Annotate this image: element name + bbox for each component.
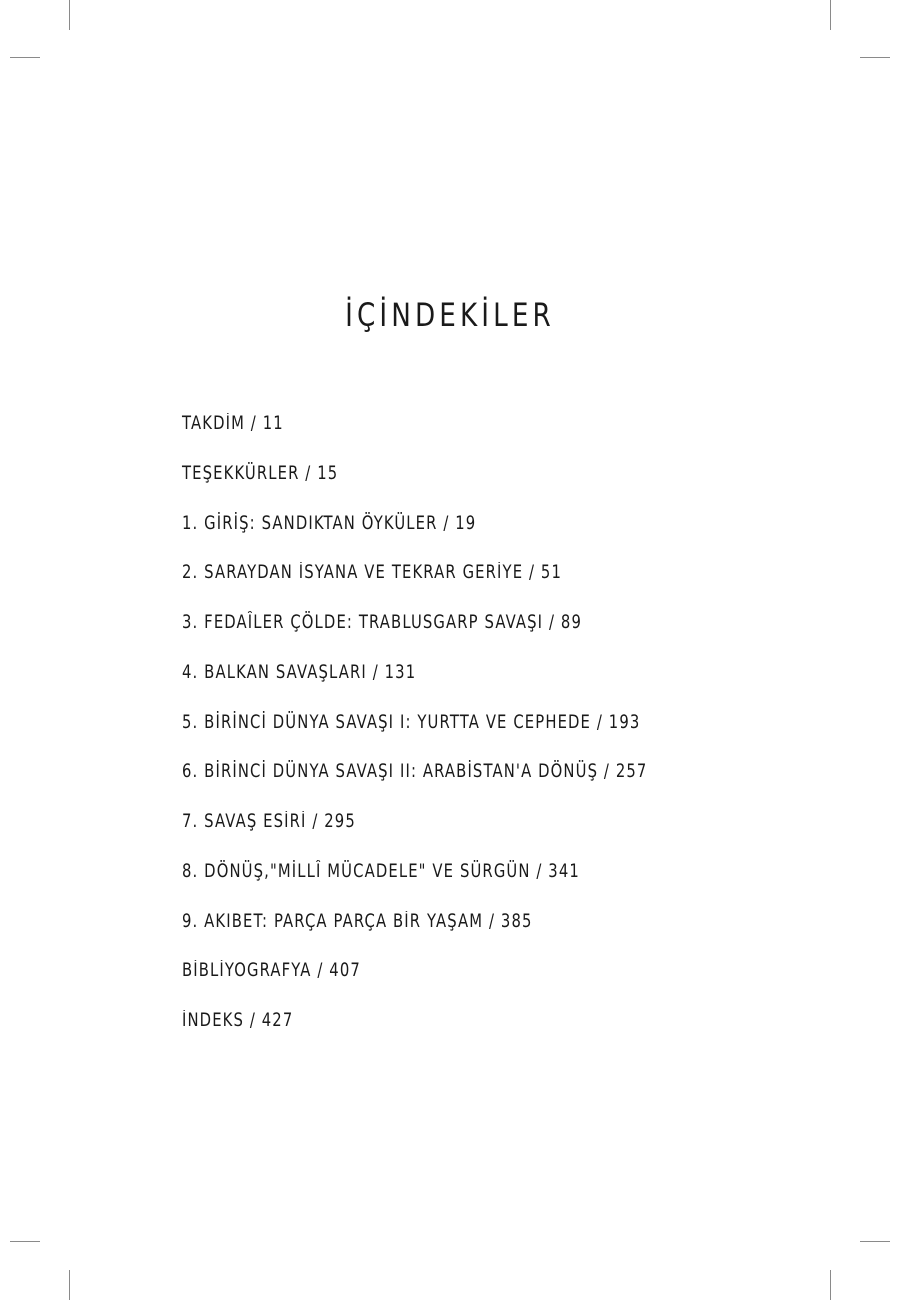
crop-mark-bottom-right-vertical <box>830 1270 831 1300</box>
crop-mark-bottom-left-horizontal <box>10 1241 40 1242</box>
toc-entry-chapter-9[interactable]: 9. AKIBET: PARÇA PARÇA BİR YAŞAM / 385 <box>182 910 533 932</box>
toc-entry-chapter-5[interactable]: 5. BİRİNCİ DÜNYA SAVAŞI I: YURTTA VE CEPHEDE / 193 <box>182 711 641 733</box>
toc-entry-takdim[interactable]: TAKDİM / 11 <box>182 413 284 434</box>
toc-entry-chapter-7[interactable]: 7. SAVAŞ ESİRİ / 295 <box>182 811 356 832</box>
crop-mark-top-left-horizontal <box>10 57 40 58</box>
toc-entry-indeks[interactable]: İNDEKS / 427 <box>182 1010 294 1031</box>
toc-entry-tesekkurler[interactable]: TEŞEKKÜRLER / 15 <box>182 462 339 484</box>
toc-entry-chapter-4[interactable]: 4. BALKAN SAVAŞLARI / 131 <box>182 661 417 683</box>
crop-mark-top-left-vertical <box>69 0 70 30</box>
crop-mark-bottom-left-vertical <box>69 1270 70 1300</box>
toc-entry-chapter-3[interactable]: 3. FEDAÎLER ÇÖLDE: TRABLUSGARP SAVAŞI / 89 <box>182 612 582 633</box>
crop-mark-top-right-horizontal <box>860 57 890 58</box>
page-title: İÇİNDEKİLER <box>345 296 555 334</box>
crop-mark-bottom-right-horizontal <box>860 1241 890 1242</box>
crop-mark-top-right-vertical <box>830 0 831 30</box>
toc-entry-chapter-8[interactable]: 8. DÖNÜŞ,"MİLLÎ MÜCADELE" VE SÜRGÜN / 341 <box>182 860 580 882</box>
toc-entry-chapter-6[interactable]: 6. BİRİNCİ DÜNYA SAVAŞI II: ARABİSTAN'A DÖNÜŞ / 257 <box>182 761 648 783</box>
toc-entry-bibliyografya[interactable]: BİBLİYOGRAFYA / 407 <box>182 960 361 982</box>
toc-entry-chapter-2[interactable]: 2. SARAYDAN İSYANA VE TEKRAR GERİYE / 51 <box>182 562 562 584</box>
table-of-contents <box>182 409 764 1056</box>
toc-entry-chapter-1[interactable]: 1. GİRİŞ: SANDIKTAN ÖYKÜLER / 19 <box>182 512 477 534</box>
